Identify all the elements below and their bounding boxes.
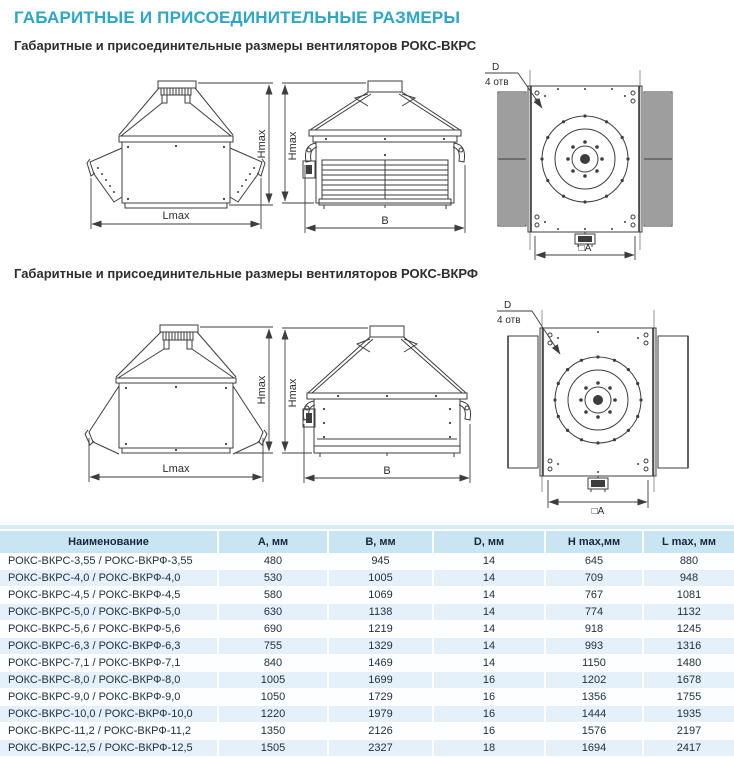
table-row xyxy=(0,570,734,587)
dimension-value-cell: 918 xyxy=(545,621,643,638)
table-row xyxy=(0,723,734,740)
dimensions-table-section xyxy=(0,525,734,757)
dimension-value-cell: 1245 xyxy=(643,621,734,638)
fan-name-cell: РОКС-ВКРС-5,0 / РОКС-ВКРФ-5,0 xyxy=(0,604,218,621)
vkrf-front-view-drawing xyxy=(278,298,478,516)
dimension-value-cell: 1219 xyxy=(328,621,433,638)
column-header-hmax: Н max,мм xyxy=(545,531,643,553)
hmax-dimension-label: Hmax xyxy=(256,129,268,159)
column-header-a: А, мм xyxy=(218,531,328,553)
table-row xyxy=(0,740,734,757)
dimension-value-cell: 1005 xyxy=(218,672,328,689)
dimension-value-cell: 709 xyxy=(545,570,643,587)
dimension-value-cell: 1505 xyxy=(218,740,328,757)
dimension-value-cell: 1316 xyxy=(643,638,734,655)
fan-name-cell: РОКС-ВКРС-8,0 / РОКС-ВКРФ-8,0 xyxy=(0,672,218,689)
dimension-value-cell: 1444 xyxy=(545,706,643,723)
table-row xyxy=(0,587,734,604)
vkrs-side-view-drawing xyxy=(15,66,278,262)
dimension-value-cell: 755 xyxy=(218,638,328,655)
dimension-value-cell: 1329 xyxy=(328,638,433,655)
dimension-value-cell: 14 xyxy=(433,638,545,655)
dimension-value-cell: 1081 xyxy=(643,587,734,604)
dimension-value-cell: 14 xyxy=(433,553,545,570)
fan-name-cell: РОКС-ВКРС-4,0 / РОКС-ВКРФ-4,0 xyxy=(0,570,218,587)
d-hole-label: D xyxy=(492,62,500,73)
column-header-d: D, мм xyxy=(433,531,545,553)
dimension-value-cell: 767 xyxy=(545,587,643,604)
table-row xyxy=(0,655,734,672)
table-header-row xyxy=(0,531,734,553)
dimension-value-cell: 1202 xyxy=(545,672,643,689)
b-dimension-label: B xyxy=(381,215,389,227)
dimension-value-cell: 948 xyxy=(643,570,734,587)
dimension-value-cell: 993 xyxy=(545,638,643,655)
dimension-value-cell: 16 xyxy=(433,723,545,740)
hmax-dimension-label: Hmax xyxy=(256,375,268,405)
table-row xyxy=(0,553,734,570)
square-a-dimension-label: □A xyxy=(578,243,592,254)
vkrf-top-view-drawing xyxy=(490,296,734,520)
dimension-value-cell: 1694 xyxy=(545,740,643,757)
dimension-value-cell: 2327 xyxy=(328,740,433,757)
b-dimension-label: B xyxy=(383,465,391,477)
dimension-value-cell: 480 xyxy=(218,553,328,570)
dimension-value-cell: 16 xyxy=(433,672,545,689)
dimension-value-cell: 1005 xyxy=(328,570,433,587)
holes-count-label: 4 отв xyxy=(485,77,509,88)
vkrs-front-view-drawing xyxy=(278,66,478,262)
fan-name-cell: РОКС-ВКРС-11,2 / РОКС-ВКРФ-11,2 xyxy=(0,723,218,740)
dimension-value-cell: 16 xyxy=(433,706,545,723)
dimension-value-cell: 580 xyxy=(218,587,328,604)
dimension-value-cell: 840 xyxy=(218,655,328,672)
hmax-dimension-label: Hmax xyxy=(287,378,299,408)
section-subtitle-vkrf: Габаритные и присоединительные размеры вентиляторов РОКС-ВКРФ xyxy=(14,266,479,281)
fan-name-cell: РОКС-ВКРС-9,0 / РОКС-ВКРФ-9,0 xyxy=(0,689,218,706)
dimension-value-cell: 1935 xyxy=(643,706,734,723)
dimension-value-cell: 1979 xyxy=(328,706,433,723)
fan-name-cell: РОКС-ВКРС-4,5 / РОКС-ВКРФ-4,5 xyxy=(0,587,218,604)
dimension-value-cell: 2417 xyxy=(643,740,734,757)
fan-name-cell: РОКС-ВКРС-3,55 / РОКС-ВКРФ-3,55 xyxy=(0,553,218,570)
fan-name-cell: РОКС-ВКРС-5,6 / РОКС-ВКРФ-5,6 xyxy=(0,621,218,638)
dimension-value-cell: 14 xyxy=(433,587,545,604)
dimension-value-cell: 1678 xyxy=(643,672,734,689)
column-header-lmax: L max, мм xyxy=(643,531,734,553)
table-row xyxy=(0,604,734,621)
hmax-dimension-label: Hmax xyxy=(287,131,299,161)
dimension-value-cell: 630 xyxy=(218,604,328,621)
table-row xyxy=(0,672,734,689)
column-header-name: Наименование xyxy=(0,531,218,553)
dimension-value-cell: 1220 xyxy=(218,706,328,723)
table-top-border xyxy=(0,525,734,529)
dimension-value-cell: 16 xyxy=(433,689,545,706)
table-row xyxy=(0,621,734,638)
dimension-value-cell: 1050 xyxy=(218,689,328,706)
dimension-value-cell: 14 xyxy=(433,570,545,587)
dimensions-table xyxy=(0,531,734,757)
dimension-value-cell: 530 xyxy=(218,570,328,587)
dimension-value-cell: 14 xyxy=(433,604,545,621)
dimension-value-cell: 880 xyxy=(643,553,734,570)
dimension-value-cell: 1350 xyxy=(218,723,328,740)
dimension-value-cell: 1480 xyxy=(643,655,734,672)
fan-name-cell: РОКС-ВКРС-6,3 / РОКС-ВКРФ-6,3 xyxy=(0,638,218,655)
dimension-value-cell: 1755 xyxy=(643,689,734,706)
holes-count-label: 4 отв xyxy=(497,315,521,326)
section-subtitle-vkrs: Габаритные и присоединительные размеры вентиляторов РОКС-ВКРС xyxy=(14,38,477,53)
page-title: ГАБАРИТНЫЕ И ПРИСОЕДИНИТЕЛЬНЫЕ РАЗМЕРЫ xyxy=(14,8,461,27)
dimension-value-cell: 774 xyxy=(545,604,643,621)
dimension-value-cell: 1729 xyxy=(328,689,433,706)
vkrf-side-view-drawing xyxy=(15,298,278,516)
table-row xyxy=(0,689,734,706)
lmax-dimension-label: Lmax xyxy=(162,210,190,222)
lmax-dimension-label: Lmax xyxy=(162,463,190,475)
dimension-value-cell: 645 xyxy=(545,553,643,570)
dimension-value-cell: 1469 xyxy=(328,655,433,672)
square-a-dimension-label: □A xyxy=(591,506,605,517)
dimension-value-cell: 1576 xyxy=(545,723,643,740)
dimension-value-cell: 2126 xyxy=(328,723,433,740)
dimension-value-cell: 945 xyxy=(328,553,433,570)
column-header-b: В, мм xyxy=(328,531,433,553)
dimension-value-cell: 1356 xyxy=(545,689,643,706)
dimension-value-cell: 690 xyxy=(218,621,328,638)
table-row xyxy=(0,638,734,655)
dimension-value-cell: 14 xyxy=(433,655,545,672)
fan-name-cell: РОКС-ВКРС-12,5 / РОКС-ВКРФ-12,5 xyxy=(0,740,218,757)
dimension-value-cell: 1132 xyxy=(643,604,734,621)
dimensions-table-body xyxy=(0,553,734,757)
dimension-value-cell: 14 xyxy=(433,621,545,638)
fan-name-cell: РОКС-ВКРС-10,0 / РОКС-ВКРФ-10,0 xyxy=(0,706,218,723)
fan-name-cell: РОКС-ВКРС-7,1 / РОКС-ВКРФ-7,1 xyxy=(0,655,218,672)
dimension-value-cell: 1138 xyxy=(328,604,433,621)
d-hole-label: D xyxy=(504,300,512,311)
bolt-dots xyxy=(97,145,255,200)
vkrs-top-view-drawing xyxy=(478,60,732,268)
dimension-value-cell: 2197 xyxy=(643,723,734,740)
dimension-value-cell: 1150 xyxy=(545,655,643,672)
dimension-value-cell: 1069 xyxy=(328,587,433,604)
dimension-value-cell: 1699 xyxy=(328,672,433,689)
table-row xyxy=(0,706,734,723)
dimension-value-cell: 18 xyxy=(433,740,545,757)
